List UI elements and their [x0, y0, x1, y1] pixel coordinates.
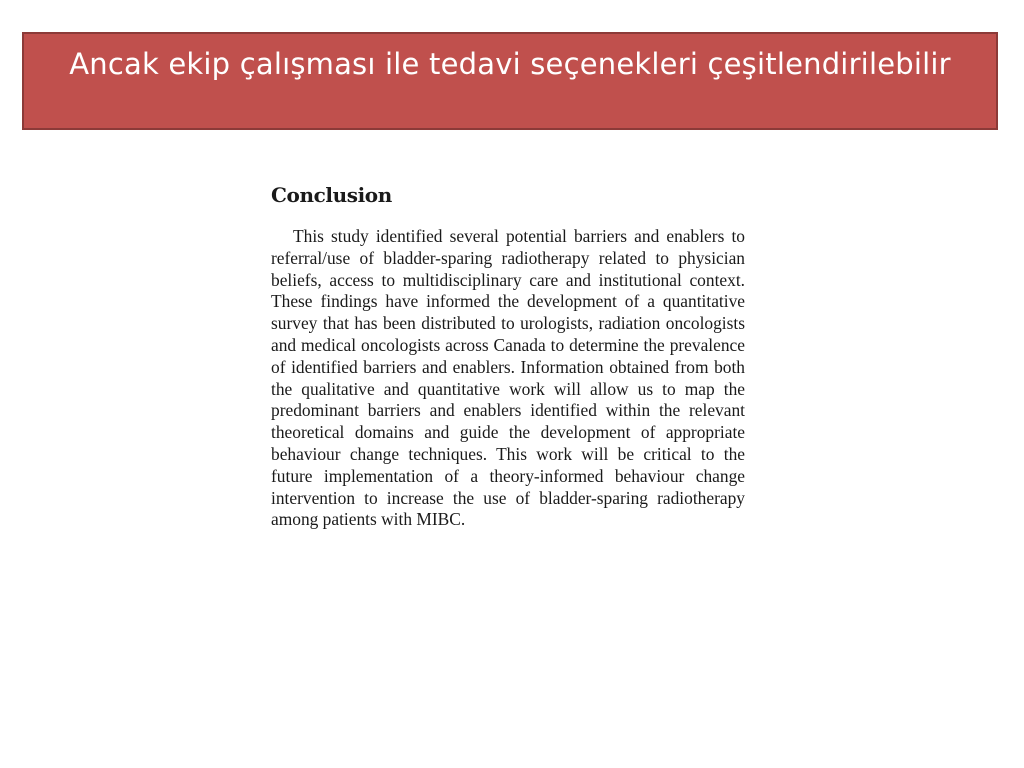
- paper-excerpt: [271, 180, 745, 531]
- title-banner: [22, 32, 998, 130]
- slide-title: Ancak ekip çalışması ile tedavi seçenekleri çeşitlendirilebilir: [69, 47, 951, 81]
- section-body: This study identified several potential barriers and enablers to referral/use of bladder-sparing radiotherapy related to physician beliefs, access to multidisciplinary care and institutional context. These findings have informed the development of a quantitative survey that has been distributed to urologists, radiation oncologists and medical oncologists across Canada to determine the prevalence of identified barriers and enablers. Information obtained from both the qualitative and quantitative work will allow us to map the predominant barriers and enablers identified within the relevant theoretical domains and guide the development of appropriate behaviour change techniques. This work will be critical to the future implementation of a theory-informed behaviour change intervention to increase the use of bladder-sparing radiotherapy among patients with MIBC.: [271, 226, 745, 530]
- section-heading: Conclusion: [271, 183, 392, 207]
